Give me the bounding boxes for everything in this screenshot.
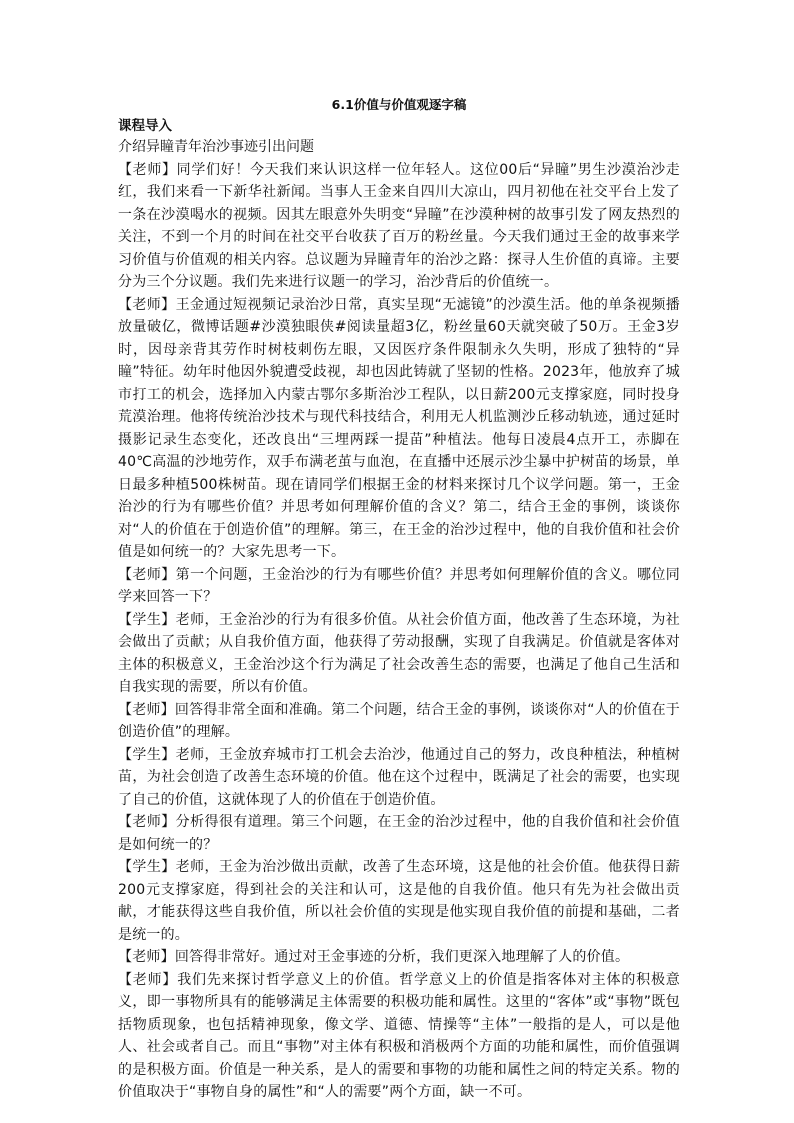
speaker-label: 【学生】: [118, 611, 176, 628]
document-page: [118, 96, 680, 1104]
paragraph-text: 王金通过短视频记录治沙日常，真实呈现“无滤镜”的沙漠生活。他的单条视频播放量破亿，微博话题#沙漠独眼侠#阅读量超3亿，粉丝量60天就突破了50万。王金3岁时，因母亲背其劳作时树枝刺伤左眼，又因医疗条件限制永久失明，形成了独特的“异瞳”特征。幼年时他因外貌遭受歧视，却也因此铸就了坚韧的性格。2023年，他放弃了城市打工的机会，选择加入内蒙古鄂尔多斯治沙工程队，以日薪200元支撑家庭，同时投身荒漠治理。他将传统治沙技术与现代科技结合，利用无人机监测沙丘移动轨迹，通过延时摄影记录生态变化，还改良出“三埋两踩一提苗”种植法。他每日凌晨4点开工，赤脚在40℃高温的沙地劳作，双手布满老茧与血泡，在直播中还展示沙尘暴中护树苗的场景，单日最多种植500株树苗。现在请同学们根据王金的材料来探讨几个议学问题。第一，王金治沙的行为有哪些价值？并思考如何理解价值的含义？第二，结合王金的事例，谈谈你对“人的价值在于创造价值”的理解。第三，在王金的治沙过程中，他的自我价值和社会价值是如何统一的？大家先思考一下。: [118, 296, 680, 560]
paragraph-text: 我们先来探讨哲学意义上的价值。哲学意义上的价值是指客体对主体的积极意义，即一事物所具有的能够满足主体需要的积极功能和属性。这里的“客体”或“事物”既包括物质现象，也包括精神现象，像文学、道德、情操等“主体”一般指的是人，可以是他人、社会或者自己。而且“事物”对主体有积极和消极两个方面的功能和属性，而价值强调的是积极方面。价值是一种关系，是人的需要和事物的功能和属性之间的特定关系。物的价值取决于“事物自身的属性”和“人的需要”两个方面，缺一不可。: [118, 971, 680, 1100]
speaker-label: 【老师】: [118, 814, 176, 830]
paragraph-text: 同学们好！今天我们来认识这样一位年轻人。这位00后“异瞳”男生沙漠治沙走红，我们来看一下新华社新闻。当事人王金来自四川大凉山，四月初他在社交平台上发了一条在沙漠喝水的视频。因其左眼意外失明变“异瞳”在沙漠种树的故事引发了网友热烈的关注，不到一个月的时间在社交平台收获了百万的粉丝量。今天我们通过王金的故事来学习价值与价值观的相关内容。总议题为异瞳青年的治沙之路：探寻人生价值的真谛。主要分为三个分议题。我们先来进行议题一的学习，治沙背后的价值统一。: [118, 161, 680, 290]
speaker-label: 【学生】: [118, 859, 176, 875]
dialogue-paragraph: [118, 811, 680, 856]
dialogue-paragraph: [118, 856, 680, 946]
dialogue-paragraph: [118, 744, 680, 812]
section-subtitle: 介绍异瞳青年治沙事迹引出问题: [118, 139, 314, 155]
paragraph-text: 回答得非常好。通过对王金事迹的分析，我们更深入地理解了人的价值。: [174, 949, 630, 965]
paragraph-text: 老师，王金治沙的行为有很多价值。从社会价值方面，他改善了生态环境，为社会做出了贡献；从自我价值方面，他获得了劳动报酬，实现了自我满足。价值就是客体对主体的积极意义，王金治沙这个行为满足了社会改善生态的需要，也满足了他自己生活和自我实现的需要，所以有价值。: [118, 611, 680, 695]
speaker-label: 【老师】: [118, 296, 176, 313]
speaker-label: 【学生】: [118, 746, 176, 763]
speaker-label: 【老师】: [118, 971, 178, 988]
paragraph-text: 回答得非常全面和准确。第二个问题，结合王金的事例，谈谈你对“人的价值在于创造价值”的理解。: [118, 701, 681, 740]
dialogue-paragraph: [118, 609, 680, 699]
speaker-label: 【老师】: [118, 161, 177, 178]
speaker-label: 【老师】: [118, 701, 175, 718]
dialogue-paragraph: [118, 946, 680, 969]
speaker-label: 【老师】: [118, 566, 176, 583]
paragraph-text: 老师，王金放弃城市打工机会去治沙，他通过自己的努力，改良种植法，种植树苗，为社会创造了改善生态环境的价值。他在这个过程中，既满足了社会的需要，也实现了自己的价值，这就体现了人的价值在于创造价值。: [118, 746, 680, 808]
section-heading: 课程导入: [118, 118, 172, 134]
dialogue-paragraph: [118, 969, 680, 1104]
dialogue-paragraph: [118, 564, 680, 609]
document-title: 6.1价值与价值观逐字稿: [331, 97, 467, 112]
paragraph-text: 老师，王金为治沙做出贡献，改善了生态环境，这是他的社会价值。他获得日薪200元支撑家庭，得到社会的关注和认可，这是他的自我价值。他只有先为社会做出贡献，才能获得这些自我价值，所以社会价值的实现是他实现自我价值的前提和基础，二者是统一的。: [118, 859, 680, 943]
paragraph-text: 第一个问题，王金治沙的行为有哪些价值？并思考如何理解价值的含义。哪位同学来回答一下？: [118, 566, 680, 605]
speaker-label: 【老师】: [118, 949, 175, 965]
dialogue-paragraph: [118, 294, 680, 564]
dialogue-paragraph: [118, 699, 680, 744]
paragraph-text: 分析得很有道理。第三个问题，在王金的治沙过程中，他的自我价值和社会价值是如何统一的？: [118, 814, 680, 853]
dialogue-paragraph: [118, 159, 680, 294]
